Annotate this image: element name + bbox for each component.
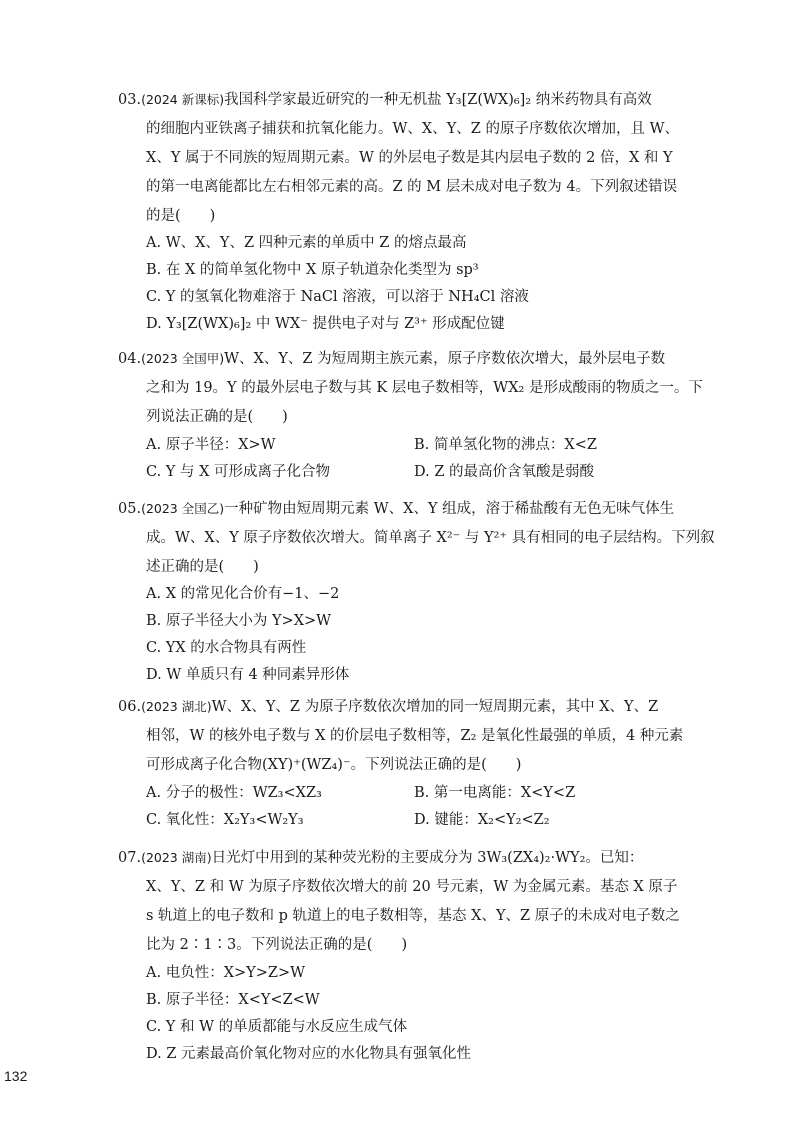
option-a: A. X 的常见化合价有−1、−2 xyxy=(146,586,340,602)
question-line xyxy=(118,697,658,717)
question-line xyxy=(118,499,674,519)
option-d: D. 键能：X₂<Y₂<Z₂ xyxy=(414,812,550,828)
question-line: 的是( ) xyxy=(146,208,216,224)
page-number: 132 xyxy=(4,1068,28,1084)
question-line: 的细胞内亚铁离子捕获和抗氧化能力。W、X、Y、Z 的原子序数依次增加，且 W、 xyxy=(146,121,679,137)
question-line xyxy=(118,90,652,110)
question-line: 之和为 19。Y 的最外层电子数与其 K 层电子数相等，WX₂ 是形成酸雨的物质之一。下 xyxy=(146,380,703,396)
question-line: 比为 2∶1∶3。下列说法正确的是( ) xyxy=(146,937,408,953)
question-text: W、X、Y、Z 为原子序数依次增加的同一短周期元素，其中 X、Y、Z xyxy=(211,699,659,715)
option-c: C. Y 的氢氧化物难溶于 NaCl 溶液，可以溶于 NH₄Cl 溶液 xyxy=(146,289,529,305)
question-number: 05. xyxy=(118,501,142,517)
question-line: 成。W、X、Y 原子序数依次增大。简单离子 X²⁻ 与 Y²⁺ 具有相同的电子层结构。下列叙 xyxy=(146,530,715,546)
option-b: B. 简单氢化物的沸点：X<Z xyxy=(414,437,597,453)
option-b: B. 原子半径大小为 Y>X>W xyxy=(146,613,332,629)
option-d: D. Y₃[Z(WX)₆]₂ 中 WX⁻ 提供电子对与 Z³⁺ 形成配位键 xyxy=(146,316,505,332)
question-number: 07. xyxy=(118,850,142,866)
question-source: (2024 新课标) xyxy=(141,92,225,107)
option-a: A. W、X、Y、Z 四种元素的单质中 Z 的熔点最高 xyxy=(146,235,467,251)
option-d: D. Z 元素最高价氧化物对应的水化物具有强氧化性 xyxy=(146,1046,472,1062)
question-source: (2023 全国乙) xyxy=(141,501,225,516)
question-line: s 轨道上的电子数和 p 轨道上的电子数相等，基态 X、Y、Z 原子的未成对电子数之 xyxy=(146,908,680,924)
question-source: (2023 湖南) xyxy=(141,850,212,865)
option-d: D. Z 的最高价含氧酸是弱酸 xyxy=(414,464,595,480)
question-number: 04. xyxy=(118,351,142,367)
question-line: 相邻，W 的核外电子数与 X 的价层电子数相等，Z₂ 是氧化性最强的单质，4 种元素 xyxy=(146,728,684,744)
option-b: B. 原子半径：X<Y<Z<W xyxy=(146,992,320,1008)
question-source: (2023 全国甲) xyxy=(141,351,225,366)
question-line xyxy=(118,349,665,369)
option-b: B. 在 X 的简单氢化物中 X 原子轨道杂化类型为 sp³ xyxy=(146,262,479,278)
question-text: 日光灯中用到的某种荧光粉的主要成分为 3W₃(ZX₄)₂·WY₂。已知： xyxy=(211,850,644,866)
question-line: X、Y、Z 和 W 为原子序数依次增大的前 20 号元素，W 为金属元素。基态 X 原子 xyxy=(146,879,678,895)
option-c: C. Y 与 X 可形成离子化合物 xyxy=(146,464,331,480)
question-number: 03. xyxy=(118,92,142,108)
question-text: W、X、Y、Z 为短周期主族元素，原子序数依次增大，最外层电子数 xyxy=(224,351,666,367)
question-line xyxy=(118,848,643,868)
question-line: 述正确的是( ) xyxy=(146,559,259,575)
option-b: B. 第一电离能：X<Y<Z xyxy=(414,785,576,801)
question-line: 可形成离子化合物(XY)⁺(WZ₄)⁻。下列说法正确的是( ) xyxy=(146,757,522,773)
question-line: 列说法正确的是( ) xyxy=(146,409,288,425)
option-c: C. Y 和 W 的单质都能与水反应生成气体 xyxy=(146,1019,408,1035)
question-text: 一种矿物由短周期元素 W、X、Y 组成，溶于稀盐酸有无色无味气体生 xyxy=(224,501,675,517)
option-a: A. 分子的极性：WZ₃<XZ₃ xyxy=(146,785,322,801)
question-number: 06. xyxy=(118,699,142,715)
question-source: (2023 湖北) xyxy=(141,699,212,714)
option-d: D. W 单质只有 4 种同素异形体 xyxy=(146,667,350,683)
option-c: C. 氧化性：X₂Y₃<W₂Y₃ xyxy=(146,812,304,828)
option-a: A. 原子半径：X>W xyxy=(146,437,276,453)
option-a: A. 电负性：X>Y>Z>W xyxy=(146,965,306,981)
option-c: C. YX 的水合物具有两性 xyxy=(146,640,307,656)
question-line: 的第一电离能都比左右相邻元素的高。Z 的 M 层未成对电子数为 4。下列叙述错误 xyxy=(146,179,678,195)
question-line: X、Y 属于不同族的短周期元素。W 的外层电子数是其内层电子数的 2 倍，X 和 Y xyxy=(146,150,673,166)
question-text: 我国科学家最近研究的一种无机盐 Y₃[Z(WX)₆]₂ 纳米药物具有高效 xyxy=(224,92,652,108)
